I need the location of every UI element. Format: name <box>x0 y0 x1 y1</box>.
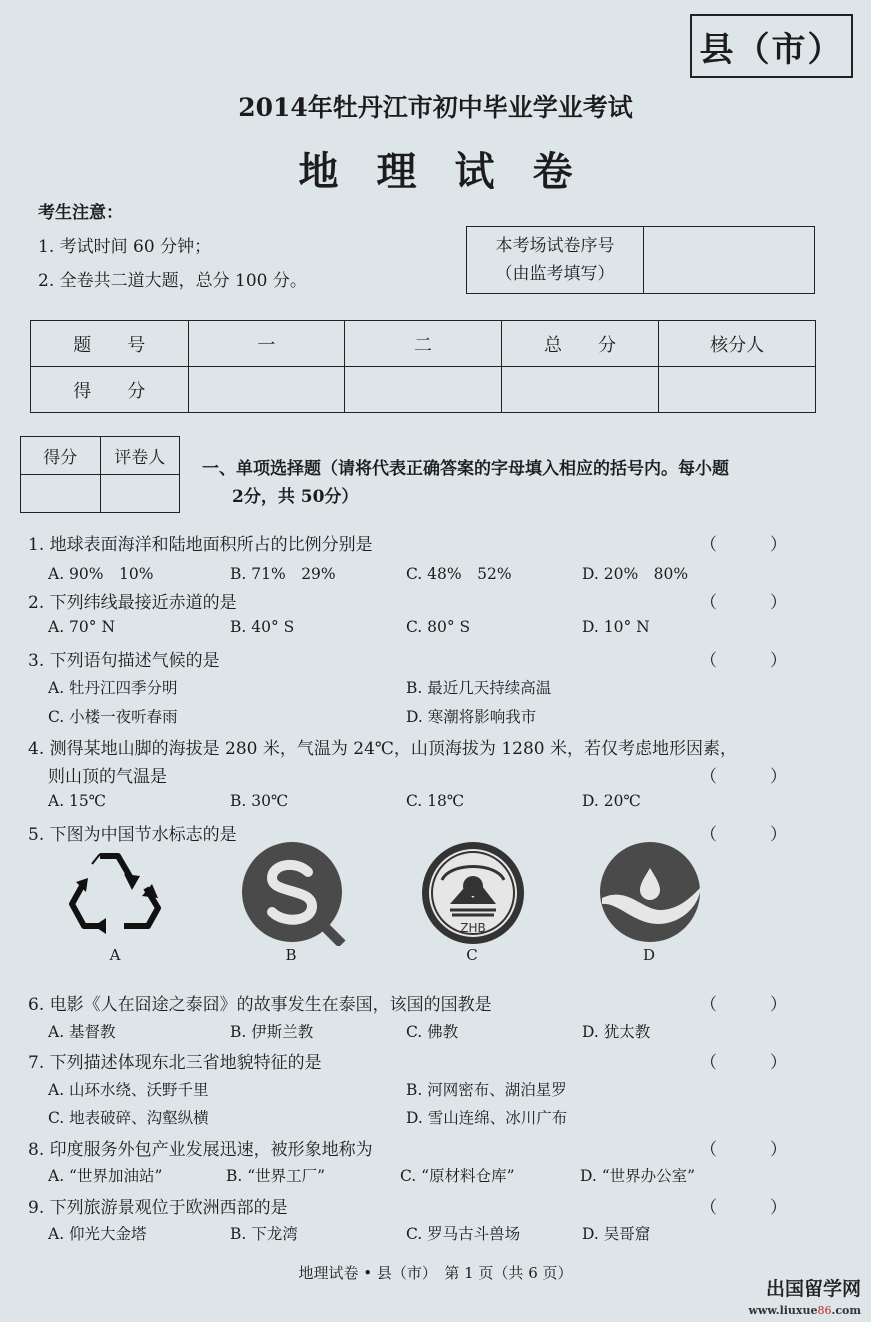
answer-paren[interactable]: （ ） <box>700 1198 805 1218</box>
option-b: B. 河网密布、湖泊星罗 <box>406 1081 567 1099</box>
environmental-seal-icon <box>420 840 526 946</box>
site-watermark[interactable] <box>748 1278 861 1322</box>
option-a: A. “世界加油站” <box>48 1167 163 1185</box>
section-heading <box>202 455 832 511</box>
question-6: 6. 电影《人在囧途之泰囧》的故事发生在泰国，该国的国教是 <box>28 995 492 1015</box>
option-a: A. 仰光大金塔 <box>48 1225 147 1243</box>
serial-label-line1: 本考场试卷序号 <box>495 236 615 256</box>
score-header-cell: 核分人 <box>659 321 816 367</box>
score-cell[interactable] <box>188 367 345 413</box>
serial-input-cell[interactable] <box>644 227 815 294</box>
zhb-text: ZHB <box>460 921 486 935</box>
score-table-header-row <box>31 321 816 367</box>
logo-label: C <box>466 946 478 964</box>
option-d: D. 寒潮将影响我市 <box>406 708 537 726</box>
option-b: B. “世界工厂” <box>226 1167 326 1185</box>
option-a: A. 牡丹江四季分明 <box>48 679 178 697</box>
answer-paren[interactable]: （ ） <box>700 535 805 555</box>
grader-score-label: 得分 <box>21 437 101 475</box>
option-b: B. 30℃ <box>230 792 289 810</box>
option-c: C. 佛教 <box>406 1023 459 1041</box>
option-a: A. 山环水绕、沃野千里 <box>48 1081 209 1099</box>
section-heading-line1: 一、单项选择题（请将代表正确答案的字母填入相应的括号内。每小题 <box>202 459 729 479</box>
option-c: C. 48% 52% <box>406 565 512 583</box>
option-c: C. 80° S <box>406 618 471 636</box>
logo-label: A <box>109 946 121 964</box>
page-footer: 地理试卷 • 县（市） 第 1 页（共 6 页） <box>298 1264 573 1282</box>
water-saving-logo-icon <box>598 840 702 944</box>
watermark-url-prefix: www.liuxue <box>748 1304 818 1317</box>
option-a: A. 90% 10% <box>48 565 154 583</box>
serial-label <box>467 227 644 294</box>
option-b: B. 伊斯兰教 <box>230 1023 314 1041</box>
score-header-cell: 一 <box>188 321 345 367</box>
answer-paren[interactable]: （ ） <box>700 1053 805 1073</box>
score-header-cell: 总 分 <box>501 321 659 367</box>
score-header-cell: 二 <box>345 321 502 367</box>
notice-item: 1. 考试时间 60 分钟； <box>38 237 212 257</box>
question-4-continued: 则山顶的气温是 <box>48 767 167 787</box>
logo-label: B <box>285 946 297 964</box>
question-5: 5. 下图为中国节水标志的是 <box>28 825 237 845</box>
answer-paren[interactable]: （ ） <box>700 767 805 787</box>
option-a: A. 15℃ <box>48 792 107 810</box>
answer-paren[interactable]: （ ） <box>700 825 805 845</box>
score-cell[interactable] <box>659 367 816 413</box>
question-2: 2. 下列纬线最接近赤道的是 <box>28 593 237 613</box>
score-header-cell: 题 号 <box>31 321 189 367</box>
option-b: B. 下龙湾 <box>230 1225 298 1243</box>
county-label-box: 县（市） <box>690 14 853 78</box>
option-b: B. 71% 29% <box>230 565 336 583</box>
question-9: 9. 下列旅游景观位于欧洲西部的是 <box>28 1198 288 1218</box>
watermark-url <box>748 1300 861 1322</box>
option-d: D. 雪山连绵、冰川广布 <box>406 1109 568 1127</box>
qs-logo-icon <box>238 840 346 946</box>
option-c: C. 小楼一夜听春雨 <box>48 708 178 726</box>
grader-table <box>20 436 180 513</box>
option-c: C. 罗马古斗兽场 <box>406 1225 521 1243</box>
option-a: A. 70° N <box>48 618 116 636</box>
option-d: D. “世界办公室” <box>580 1167 696 1185</box>
score-row-label: 得 分 <box>31 367 189 413</box>
watermark-name: 出国留学网 <box>765 1278 861 1300</box>
option-d: D. 20℃ <box>582 792 641 810</box>
exam-title: 2014年牡丹江市初中毕业学业考试 <box>238 93 633 122</box>
grader-name-label: 评卷人 <box>100 437 180 475</box>
question-3: 3. 下列语句描述气候的是 <box>28 651 220 671</box>
answer-paren[interactable]: （ ） <box>700 593 805 613</box>
recycling-logo-icon <box>62 846 168 942</box>
option-b: B. 40° S <box>230 618 295 636</box>
option-d: D. 犹太教 <box>582 1023 651 1041</box>
subject-title: 地理试卷 <box>298 148 611 195</box>
question-7: 7. 下列描述体现东北三省地貌特征的是 <box>28 1053 322 1073</box>
serial-number-box <box>466 226 815 294</box>
question-1: 1. 地球表面海洋和陆地面积所占的比例分别是 <box>28 535 373 555</box>
watermark-url-number: 86 <box>817 1304 832 1317</box>
question-4: 4. 测得某地山脚的海拔是 280 米，气温为 24℃，山顶海拔为 1280 米，若仅考虑地形因素， <box>28 739 738 759</box>
score-table <box>30 320 816 413</box>
answer-paren[interactable]: （ ） <box>700 651 805 671</box>
option-c: C. 18℃ <box>406 792 465 810</box>
option-c: C. “原材料仓库” <box>400 1167 515 1185</box>
option-c: C. 地表破碎、沟壑纵横 <box>48 1109 209 1127</box>
score-cell[interactable] <box>345 367 502 413</box>
answer-paren[interactable]: （ ） <box>700 995 805 1015</box>
score-table-score-row <box>31 367 816 413</box>
grader-score-cell[interactable] <box>21 475 101 513</box>
serial-label-line2: （由监考填写） <box>495 264 615 284</box>
option-a: A. 基督教 <box>48 1023 116 1041</box>
answer-paren[interactable]: （ ） <box>700 1140 805 1160</box>
question-8: 8. 印度服务外包产业发展迅速，被形象地称为 <box>28 1140 373 1160</box>
option-b: B. 最近几天持续高温 <box>406 679 552 697</box>
section-heading-line2: 2分，共 50分） <box>232 487 359 507</box>
logo-label: D <box>642 946 656 964</box>
option-d: D. 吴哥窟 <box>582 1225 651 1243</box>
grader-name-cell[interactable] <box>100 475 180 513</box>
score-cell[interactable] <box>501 367 659 413</box>
notice-item: 2. 全卷共二道大题，总分 100 分。 <box>38 271 307 291</box>
notice-title: 考生注意： <box>38 203 123 223</box>
option-d: D. 20% 80% <box>582 565 689 583</box>
option-d: D. 10° N <box>582 618 650 636</box>
watermark-url-suffix: .com <box>831 1304 861 1317</box>
